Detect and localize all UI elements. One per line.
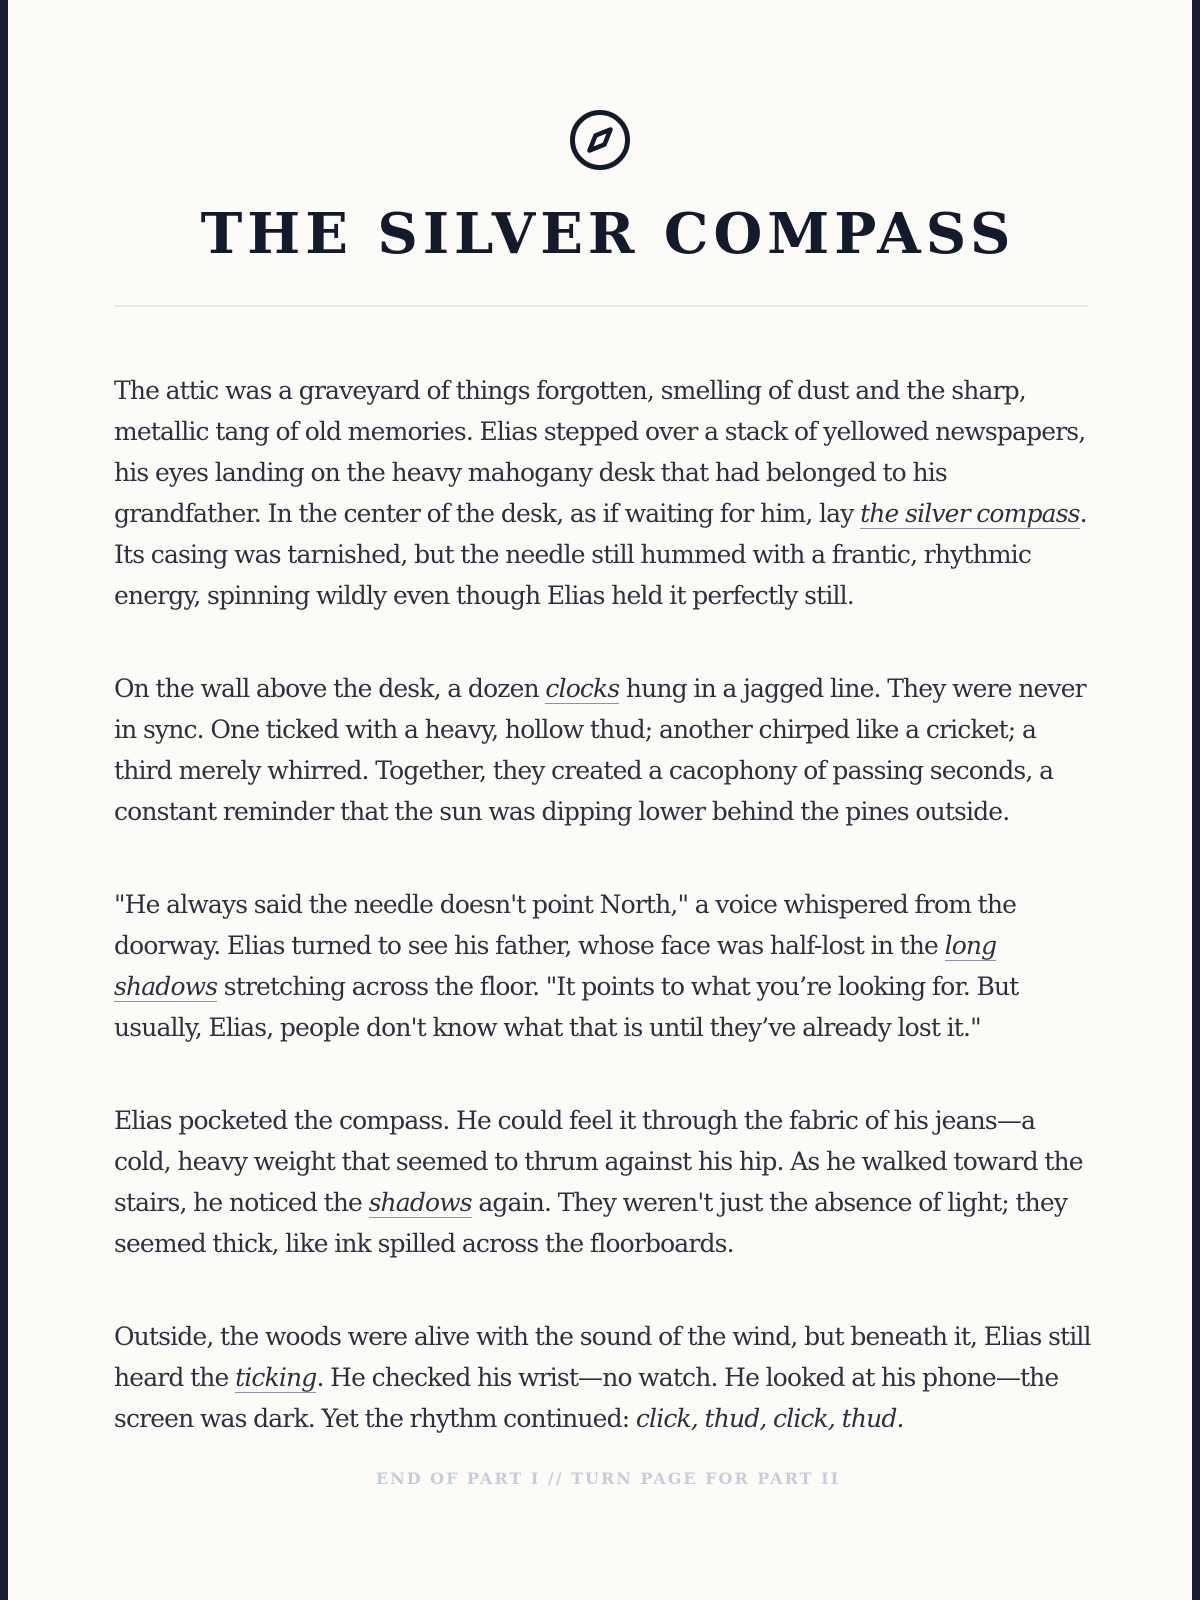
title-divider	[114, 305, 1088, 307]
paragraph-text: hung in a jagged line. They were never in sync. One ticked with a heavy, hollow thud; another chirped like a cricket; a third merely whirred. Together, they created a cacophony of passing seconds, a constant reminder that the sun was dipping lower behind the pines outside.	[114, 674, 1086, 826]
highlight-link-long-shadows[interactable]: long shadows	[114, 931, 997, 1001]
paragraph-text: stretching across the floor. "It points to what you’re looking for. But usually, Elias, people don't know what that is until they’ve already lost it."	[114, 972, 1019, 1042]
highlight-link-silver-compass[interactable]: the silver compass	[860, 499, 1080, 528]
paragraph-text: again. They weren't just the absence of light; they seemed thick, like ink spilled across the floorboards.	[114, 1188, 1068, 1258]
paragraph-text: Outside, the woods were alive with the sound of the wind, but beneath it, Elias still heard the	[114, 1322, 1091, 1392]
paragraph-text: . He checked his wrist—no watch. He looked at his phone—the screen was dark. Yet the rhythm continued:	[114, 1363, 1059, 1433]
italic-rhythm-text: click, thud, click, thud.	[635, 1404, 904, 1433]
story-body	[114, 370, 1094, 1491]
page-title: THE SILVER COMPASS	[200, 201, 1016, 267]
paragraph-text: The attic was a graveyard of things forgotten, smelling of dust and the sharp, metallic tang of old memories. Elias stepped over a stack of yellowed newspapers, his eyes landing on the heavy mahogany desk that had belonged to his grandfather. In the center of the desk, as if waiting for him, lay	[114, 376, 1086, 528]
paragraph-text: . Its casing was tarnished, but the needle still hummed with a frantic, rhythmic energy, spinning wildly even though Elias held it perfectly still.	[114, 499, 1087, 610]
paragraph-text: "He always said the needle doesn't point North," a voice whispered from the doorway. Elias turned to see his father, whose face was half-lost in the	[114, 890, 1017, 960]
paragraph-text: On the wall above the desk, a dozen	[114, 674, 546, 703]
paragraph-4	[114, 1100, 1094, 1264]
compass-icon	[569, 109, 631, 171]
story-page	[8, 0, 1192, 1600]
highlight-link-shadows[interactable]: shadows	[368, 1188, 472, 1217]
end-of-part-note: END OF PART I // TURN PAGE FOR PART II	[375, 1469, 841, 1488]
paragraph-1	[114, 370, 1094, 616]
paragraph-5	[114, 1316, 1094, 1439]
paragraph-text: Elias pocketed the compass. He could feel it through the fabric of his jeans—a cold, heavy weight that seemed to thrum against his hip. As he walked toward the stairs, he noticed the	[114, 1106, 1083, 1217]
highlight-link-clocks[interactable]: clocks	[545, 674, 620, 703]
paragraph-3	[114, 884, 1094, 1048]
paragraph-2	[114, 668, 1094, 832]
highlight-link-ticking[interactable]: ticking	[235, 1363, 317, 1392]
